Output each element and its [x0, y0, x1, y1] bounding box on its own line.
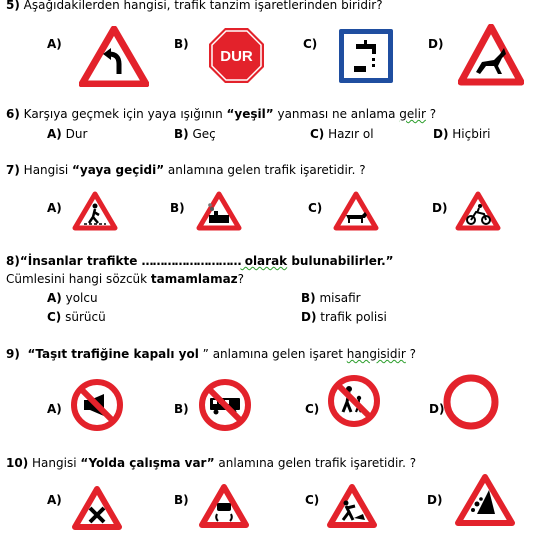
option-d-label[interactable]: D): [429, 402, 445, 416]
road-works-sign[interactable]: [327, 484, 377, 528]
q8-option-c[interactable]: C) sürücü: [47, 310, 106, 324]
question-number: 9): [6, 347, 20, 361]
option-c-label[interactable]: C): [305, 402, 320, 416]
option-b-label[interactable]: B): [174, 493, 189, 507]
closed-to-vehicles-sign[interactable]: [443, 374, 499, 430]
q6-option-d[interactable]: D) Hiçbiri: [433, 127, 491, 141]
question-5: [6, 0, 383, 12]
spellcheck-word: gelir: [399, 107, 426, 121]
question-6: [6, 107, 436, 121]
stop-sign-text: DUR: [220, 48, 253, 65]
question-text-mid: yanması ne anlama: [273, 107, 400, 121]
option-d-label[interactable]: D): [428, 37, 444, 51]
option-c-label[interactable]: C): [305, 493, 320, 507]
question-emphasis: “Yolda çalışma var”: [80, 456, 215, 470]
question-text: Aşağıdakilerden hangisi, trafik tanzim işaretlerinden biridir?: [23, 0, 383, 12]
option-d-label[interactable]: D): [427, 493, 443, 507]
question-number: 10): [6, 456, 29, 470]
question-text-start: Karşıya geçmek için yaya ışığının: [23, 107, 227, 121]
stop-sign[interactable]: [208, 27, 265, 84]
question-number: 6): [6, 107, 20, 121]
spellcheck-word: hangisidir: [346, 347, 406, 361]
wild-animals-sign[interactable]: [458, 24, 524, 86]
dangerous-curve-sign[interactable]: [79, 26, 149, 87]
question-emphasis: “yeşil”: [226, 107, 274, 121]
question-10: 10) Hangisi “Yolda çalışma var” anlamına gelen trafik işaretidir. ?: [6, 456, 417, 470]
question-number: 8): [6, 254, 20, 268]
question-text-start: Hangisi: [23, 163, 73, 177]
option-b-label[interactable]: B): [170, 201, 185, 215]
option-d-label[interactable]: D): [432, 201, 448, 215]
option-a-label[interactable]: A): [47, 402, 62, 416]
pedestrian-crossing-sign[interactable]: [72, 191, 118, 231]
blank-dots: ………………………: [141, 254, 241, 268]
q8-option-a[interactable]: A) yolcu: [47, 291, 98, 305]
option-c-label[interactable]: C): [308, 201, 323, 215]
question-text-end: anlamına gelen trafik işaretidir. ?: [164, 163, 366, 177]
crossroads-sign[interactable]: [72, 486, 122, 530]
cattle-crossing-sign[interactable]: [333, 191, 379, 231]
question-number: 7): [6, 163, 20, 177]
question-8-line2: Cümlesini hangi sözcük tamamlamaz?: [6, 272, 245, 286]
q6-option-c[interactable]: C) Hazır ol: [310, 127, 374, 141]
question-text-end: ?: [425, 107, 437, 121]
q6-option-b[interactable]: B) Geç: [174, 127, 216, 141]
question-emphasis: “yaya geçidi”: [72, 163, 165, 177]
question-number: 5): [6, 0, 20, 12]
option-b-label[interactable]: B): [174, 402, 189, 416]
slippery-road-sign[interactable]: [199, 484, 249, 528]
option-a-label[interactable]: A): [47, 201, 62, 215]
option-a-label[interactable]: A): [47, 493, 62, 507]
option-c-label[interactable]: C): [303, 37, 318, 51]
question-9: 9) “Taşıt trafiğine kapalı yol ” anlamına gelen işaret hangisidir ?: [6, 347, 416, 361]
no-horn-sign[interactable]: [70, 378, 124, 432]
option-b-label[interactable]: B): [174, 37, 189, 51]
q8-option-d[interactable]: D) trafik polisi: [301, 310, 387, 324]
question-8: 8)“İnsanlar trafikte ……………………… olarak bulunabilirler.”: [6, 254, 394, 268]
falling-rocks-sign[interactable]: [455, 474, 515, 526]
cyclists-sign[interactable]: [455, 191, 501, 231]
q6-option-a[interactable]: A) Dur: [47, 127, 88, 141]
train-crossing-sign[interactable]: [196, 191, 242, 231]
question-7: [6, 163, 366, 177]
drinking-water-sign[interactable]: [338, 28, 394, 84]
spellcheck-word: olarak: [240, 254, 288, 268]
no-buses-sign[interactable]: [198, 378, 252, 432]
question-emphasis: “Taşıt trafiğine kapalı yol: [27, 347, 199, 361]
no-pedestrians-sign[interactable]: [327, 374, 381, 428]
option-a-label[interactable]: A): [47, 37, 62, 51]
q8-option-b[interactable]: B) misafir: [301, 291, 361, 305]
